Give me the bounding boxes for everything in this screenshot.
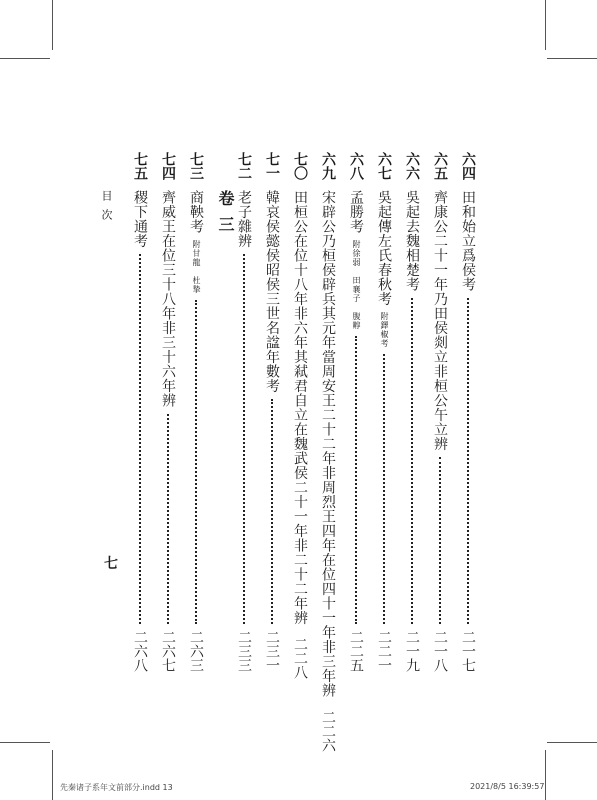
entry-title: 稷下通考 <box>132 190 148 248</box>
dot-leader <box>271 399 273 624</box>
entry-page: 二三一 <box>264 630 280 672</box>
entry-page: 二二六 <box>320 709 336 752</box>
toc-entry[interactable] <box>130 152 150 672</box>
crop-mark <box>545 0 546 50</box>
crop-mark <box>52 0 53 50</box>
entry-note: 附鐸椒考 <box>380 312 389 348</box>
entry-page: 二一八 <box>432 630 448 672</box>
entry-number: 六七 <box>376 152 392 180</box>
entry-title: 齊康公二十一年乃田侯剡立非桓公午立辨 <box>432 190 448 451</box>
entry-title: 宋辟公乃桓侯辟兵其元年當周安王二十二年非周烈王四年在位四十一年非三年辨 <box>320 190 336 698</box>
entry-number: 七〇 <box>292 152 308 180</box>
page-number: 七 <box>104 556 118 572</box>
entry-number: 七五 <box>132 152 148 180</box>
entry-number: 七四 <box>160 152 176 180</box>
toc-entry[interactable] <box>318 152 338 752</box>
slug-filename: 先秦诸子系年文前部分.indd 13 <box>60 783 173 792</box>
toc-entry[interactable] <box>430 152 450 672</box>
entry-number: 六九 <box>320 152 336 180</box>
crop-mark <box>0 742 50 743</box>
crop-mark <box>545 750 546 800</box>
dot-leader <box>383 354 385 624</box>
entry-title: 田和始立爲侯考 <box>460 190 476 292</box>
slug-timestamp: 2021/8/5 16:39:57 <box>470 782 545 791</box>
crop-mark <box>547 742 597 743</box>
entry-title: 田桓公在位十八年非六年其弒君自立在魏武侯二十一年非二十二年辨 <box>292 190 308 625</box>
entry-title: 齊威王在位三十八年非三十六年辨 <box>160 190 176 408</box>
entry-page: 二二一 <box>376 630 392 672</box>
entry-page: 二一九 <box>404 630 420 672</box>
entry-title: 孟勝考 <box>348 190 364 234</box>
toc-entry[interactable] <box>458 152 478 672</box>
entry-number: 六六 <box>404 152 420 180</box>
entry-page: 二三三 <box>236 630 252 672</box>
entry-page: 二一七 <box>460 630 476 672</box>
dot-leader <box>167 414 169 625</box>
entry-title: 老子雜辨 <box>236 190 252 248</box>
dot-leader <box>195 300 197 625</box>
crop-mark <box>0 58 50 59</box>
dot-leader <box>355 336 357 625</box>
toc-entry[interactable] <box>186 152 206 672</box>
entry-title: 吳起去魏相楚考 <box>404 190 420 292</box>
dot-leader <box>467 298 469 625</box>
entry-title: 吳起傳左氏春秋考 <box>376 190 392 306</box>
entry-page: 二二八 <box>292 637 308 679</box>
entry-title: 商鞅考 <box>188 190 204 234</box>
entry-title: 韓哀侯懿侯昭侯三世名諡年數考 <box>264 190 280 393</box>
running-head: 目次 <box>100 190 113 228</box>
toc-entry[interactable] <box>402 152 422 672</box>
entry-number: 七三 <box>188 152 204 180</box>
entry-page: 二六七 <box>160 630 176 672</box>
dot-leader <box>439 457 441 624</box>
toc-entry[interactable] <box>158 152 178 672</box>
toc-entry[interactable] <box>290 152 310 679</box>
entry-page: 二六八 <box>132 630 148 672</box>
entry-number: 六五 <box>432 152 448 180</box>
dot-leader <box>139 254 141 624</box>
dot-leader <box>243 254 245 624</box>
entry-note: 附徐弱 田襄子 腹䵍 <box>352 239 361 330</box>
toc-entry[interactable] <box>374 152 394 672</box>
toc-entry[interactable] <box>262 152 282 672</box>
entry-page: 二六三 <box>188 630 204 672</box>
entry-number: 七一 <box>264 152 280 180</box>
volume-heading: 卷三 <box>216 190 235 242</box>
toc-entry[interactable] <box>234 152 254 672</box>
entry-number: 七二 <box>236 152 252 180</box>
entry-number: 六八 <box>348 152 364 180</box>
crop-mark <box>547 58 597 59</box>
crop-mark <box>52 750 53 800</box>
entry-note: 附甘龍 杜摯 <box>192 239 201 294</box>
entry-number: 六四 <box>460 152 476 180</box>
toc-entry[interactable] <box>346 152 366 672</box>
dot-leader <box>411 298 413 625</box>
entry-page: 二二五 <box>348 630 364 672</box>
